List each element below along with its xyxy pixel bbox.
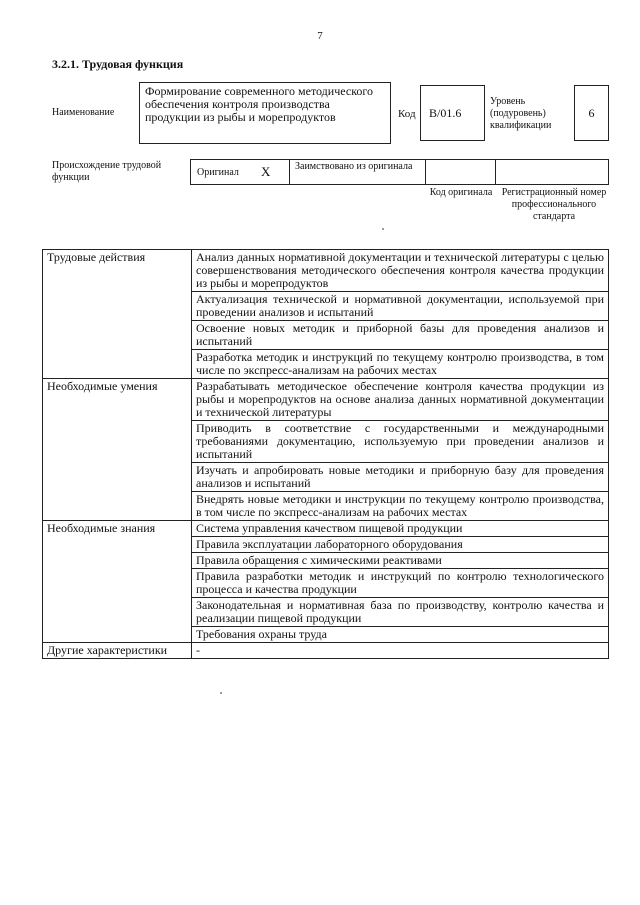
knowledge-cell: Система управления качеством пищевой продукции <box>192 521 609 537</box>
function-name-box <box>139 82 391 144</box>
borrowed-label: Заимствовано из оригинала <box>295 161 413 172</box>
code-value: В/01.6 <box>429 105 462 120</box>
labor-action-cell: Анализ данных нормативной документации и технической литературы с целью совершенствования методического обеспечения контроля качества продукции из рыбы и морепродуктов <box>192 250 609 292</box>
origin-label: Происхождение трудовой функции <box>52 160 162 183</box>
skill-cell: Изучать и апробировать новые методики и приборную базу для проведения анализов и испытаний <box>192 463 609 492</box>
other-label: Другие характеристики <box>43 643 192 659</box>
table-row <box>43 643 609 659</box>
table-row <box>43 521 609 537</box>
knowledge-label: Необходимые знания <box>43 521 192 643</box>
knowledge-cell: Законодательная и нормативная база по производству, контролю качества и реализации пищевой продукции <box>192 598 609 627</box>
reg-number-cell <box>495 159 609 185</box>
original-label: Оригинал <box>197 167 239 178</box>
original-code-cell <box>425 159 496 185</box>
labor-action-cell: Разработка методик и инструкций по текущему контролю производства, в том числе по экспресс-анализам на рабочих местах <box>192 350 609 379</box>
page-number: 7 <box>317 30 323 42</box>
skill-cell: Внедрять новые методики и инструкции по текущему контролю производства, в том числе по экспресс-анализам на рабочих местах <box>192 492 609 521</box>
level-label: Уровень (подуровень) квалификации <box>490 96 552 131</box>
function-name: Формирование современного методического обеспечения контроля производства продукции из рыбы и морепродуктов <box>145 84 374 124</box>
section-heading: 3.2.1. Трудовая функция <box>52 57 184 71</box>
table-row <box>43 250 609 292</box>
scan-speck <box>220 692 222 694</box>
level-value: 6 <box>588 105 595 120</box>
original-cell <box>190 159 290 185</box>
code-label: Код <box>398 108 416 120</box>
labor-action-cell: Освоение новых методик и приборной базы для проведения анализов и испытаний <box>192 321 609 350</box>
knowledge-cell: Правила обращения с химическими реактивами <box>192 553 609 569</box>
knowledge-cell: Правила эксплуатации лабораторного оборудования <box>192 537 609 553</box>
skill-cell: Приводить в соответствие с государственными и международными требованиями документацию, используемую при проведении анализов и испытаний <box>192 421 609 463</box>
borrowed-cell <box>289 159 426 185</box>
level-box <box>574 85 609 141</box>
original-mark: X <box>261 164 271 179</box>
table-row <box>43 379 609 421</box>
reg-number-caption: Регистрационный номер профессионального стандарта <box>501 187 607 222</box>
original-code-caption: Код оригинала <box>429 187 493 198</box>
name-label: Наименование <box>52 107 115 118</box>
skill-cell: Разрабатывать методическое обеспечение контроля качества продукции из рыбы и морепродуктов на основе анализа данных нормативной документации и технической литературы <box>192 379 609 421</box>
scan-speck <box>382 228 384 230</box>
skills-label: Необходимые умения <box>43 379 192 521</box>
knowledge-cell: Требования охраны труда <box>192 627 609 643</box>
labor-actions-label: Трудовые действия <box>43 250 192 379</box>
other-value: - <box>192 643 609 659</box>
code-box <box>420 85 485 141</box>
labor-function-table <box>42 249 609 659</box>
knowledge-cell: Правила разработки методик и инструкций по контролю технологического процесса и качества продукции <box>192 569 609 598</box>
labor-action-cell: Актуализация технической и нормативной документации, используемой при проведении анализов и испытаний <box>192 292 609 321</box>
